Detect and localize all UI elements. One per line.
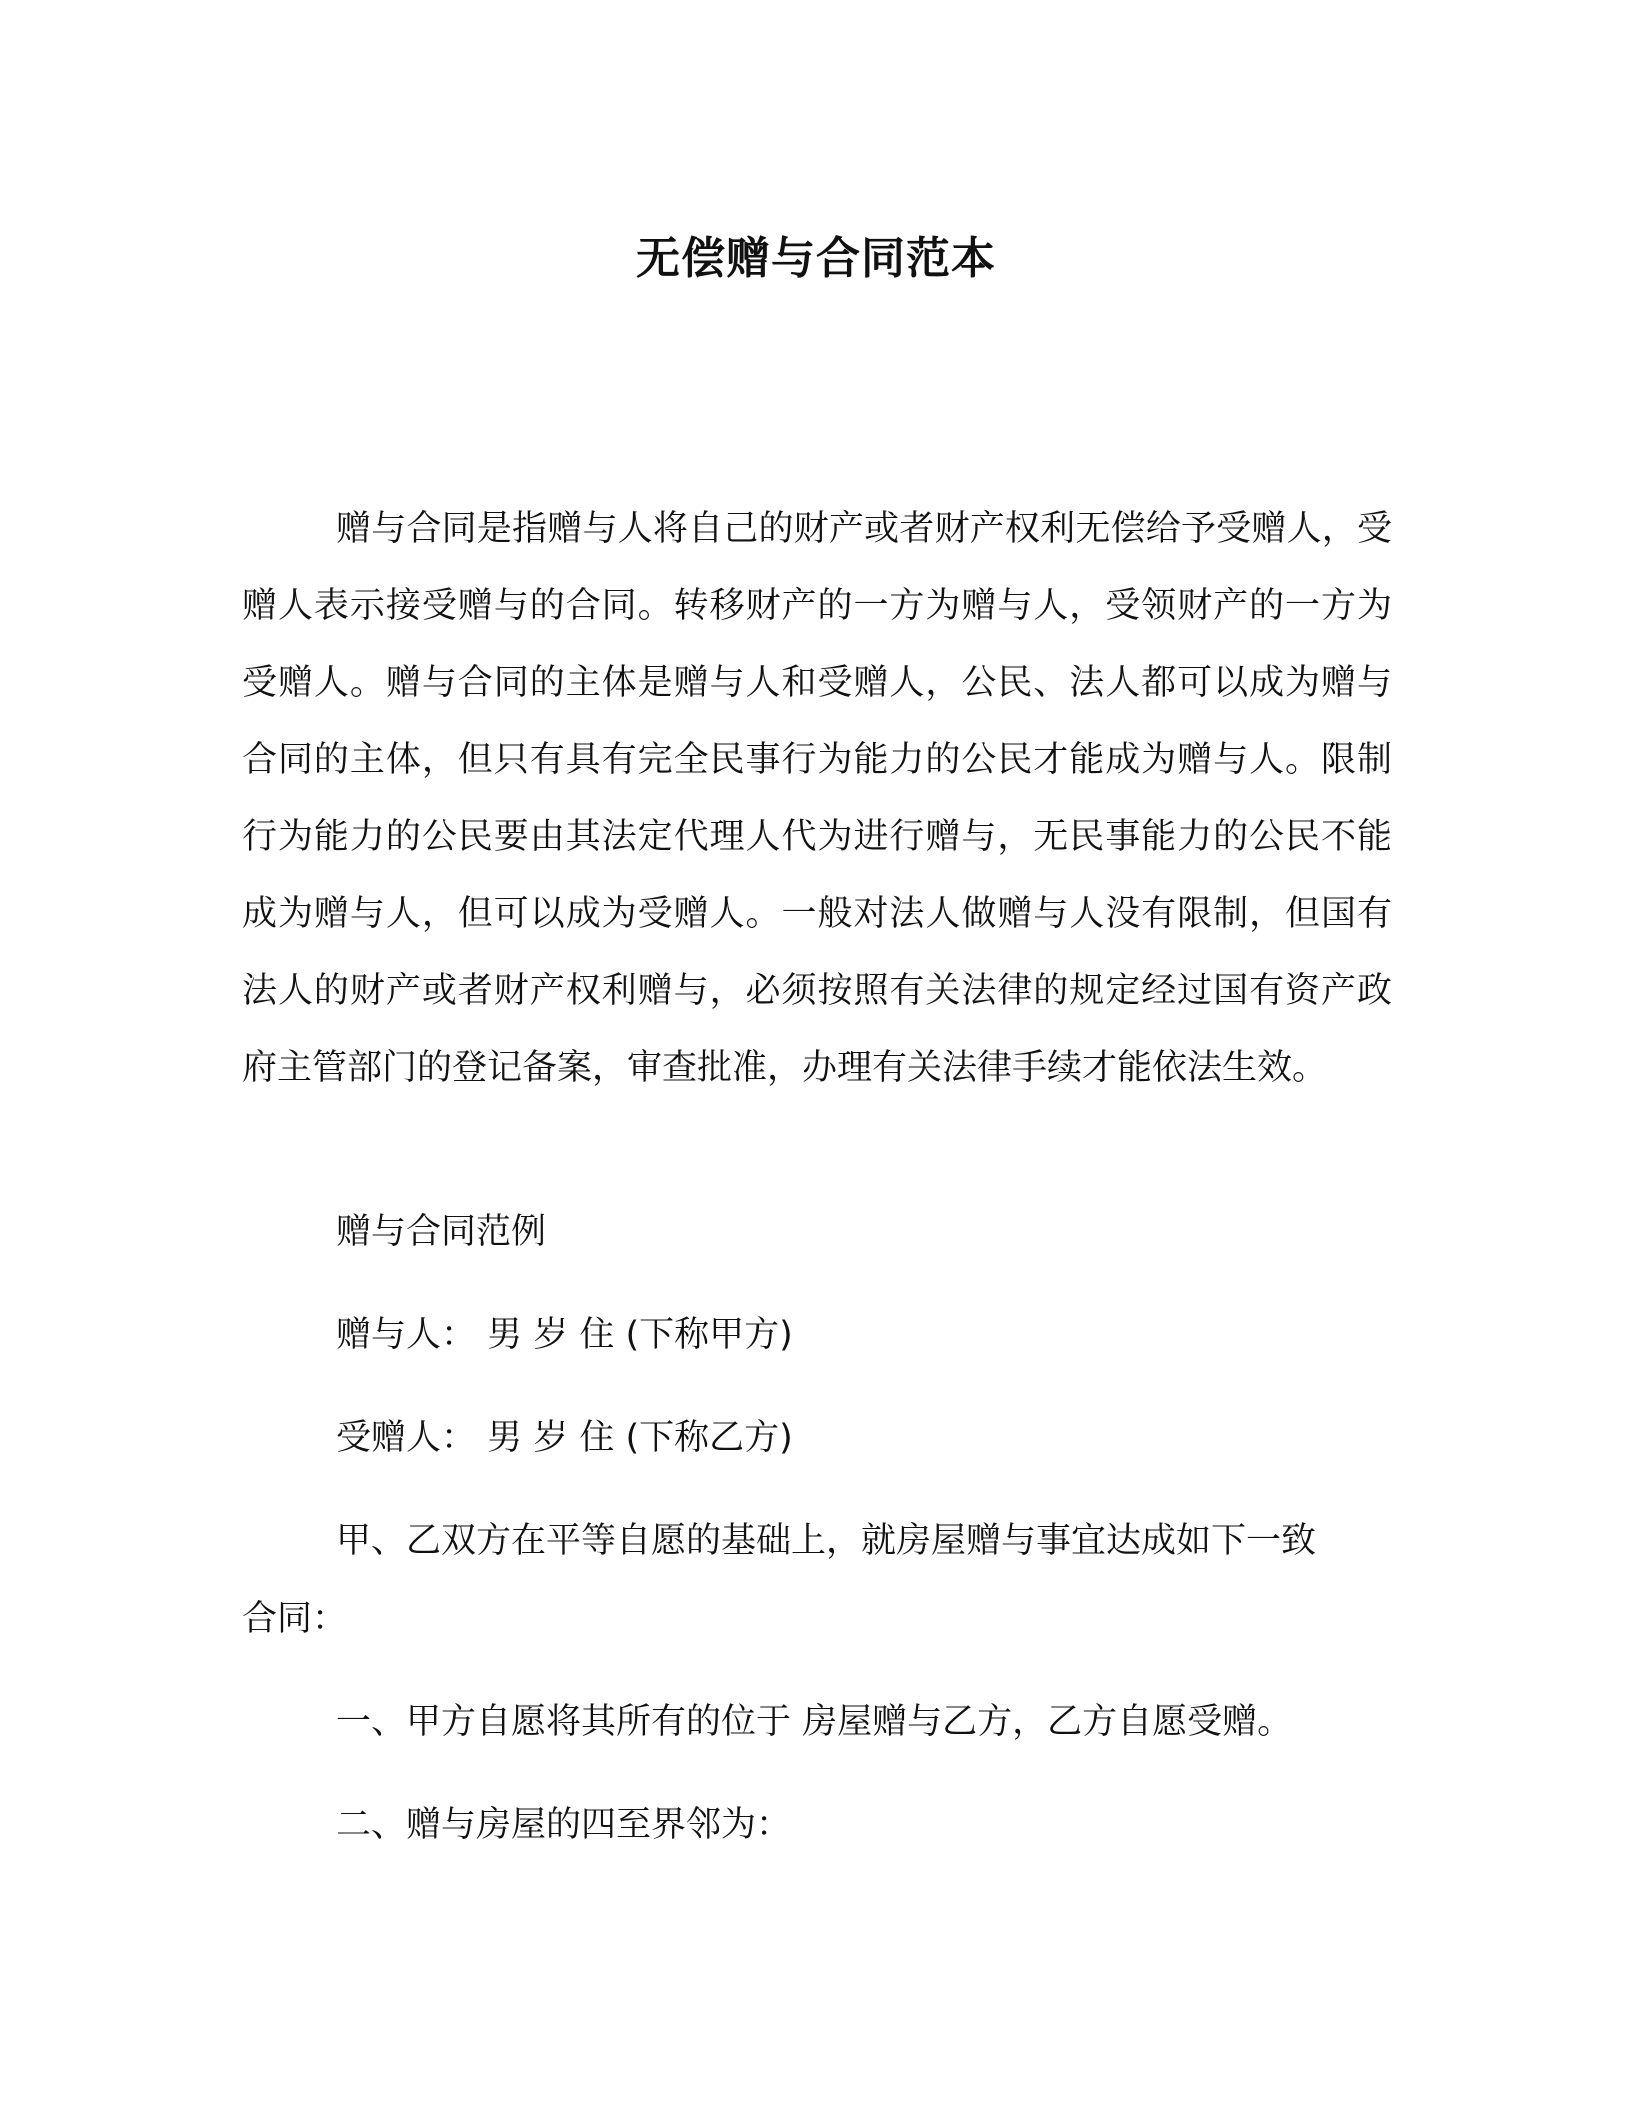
agreement-line-2: 合同： xyxy=(242,1599,348,1639)
intro-block xyxy=(242,491,1392,1107)
donor-line: 赠与人： 男 岁 住 (下称甲方) xyxy=(336,1315,793,1355)
donee-line: 受赠人： 男 岁 住 (下称乙方) xyxy=(336,1418,793,1458)
example-heading: 赠与合同范例 xyxy=(336,1212,547,1252)
agreement-line-1: 甲、乙双方在平等自愿的基础上，就房屋赠与事宜达成如下一致 xyxy=(336,1521,1317,1561)
document-title: 无偿赠与合同范本 xyxy=(636,233,996,284)
intro-paragraph: 赠与合同是指赠与人将自己的财产或者财产权利无偿给予受赠人，受赠人表示接受赠与的合同。转移财产的一方为赠与人，受领财产的一方为受赠人。赠与合同的主体是赠与人和受赠人，公民、法人都可以成为赠与合同的主体，但只有具有完全民事行为能力的公民才能成为赠与人。限制行为能力的公民要由其法定代理人代为进行赠与，无民事能力的公民不能成为赠与人，但可以成为受赠人。一般对法人做赠与人没有限制，但国有法人的财产或者财产权利赠与，必须按照有关法律的规定经过国有资产政府主管部门的登记备案，审查批准，办理有关法律手续才能依法生效。 xyxy=(242,509,1392,1088)
clause-2: 二、赠与房屋的四至界邻为： xyxy=(336,1805,792,1845)
clause-1: 一、甲方自愿将其所有的位于 房屋赠与乙方，乙方自愿受赠。 xyxy=(336,1702,1293,1742)
